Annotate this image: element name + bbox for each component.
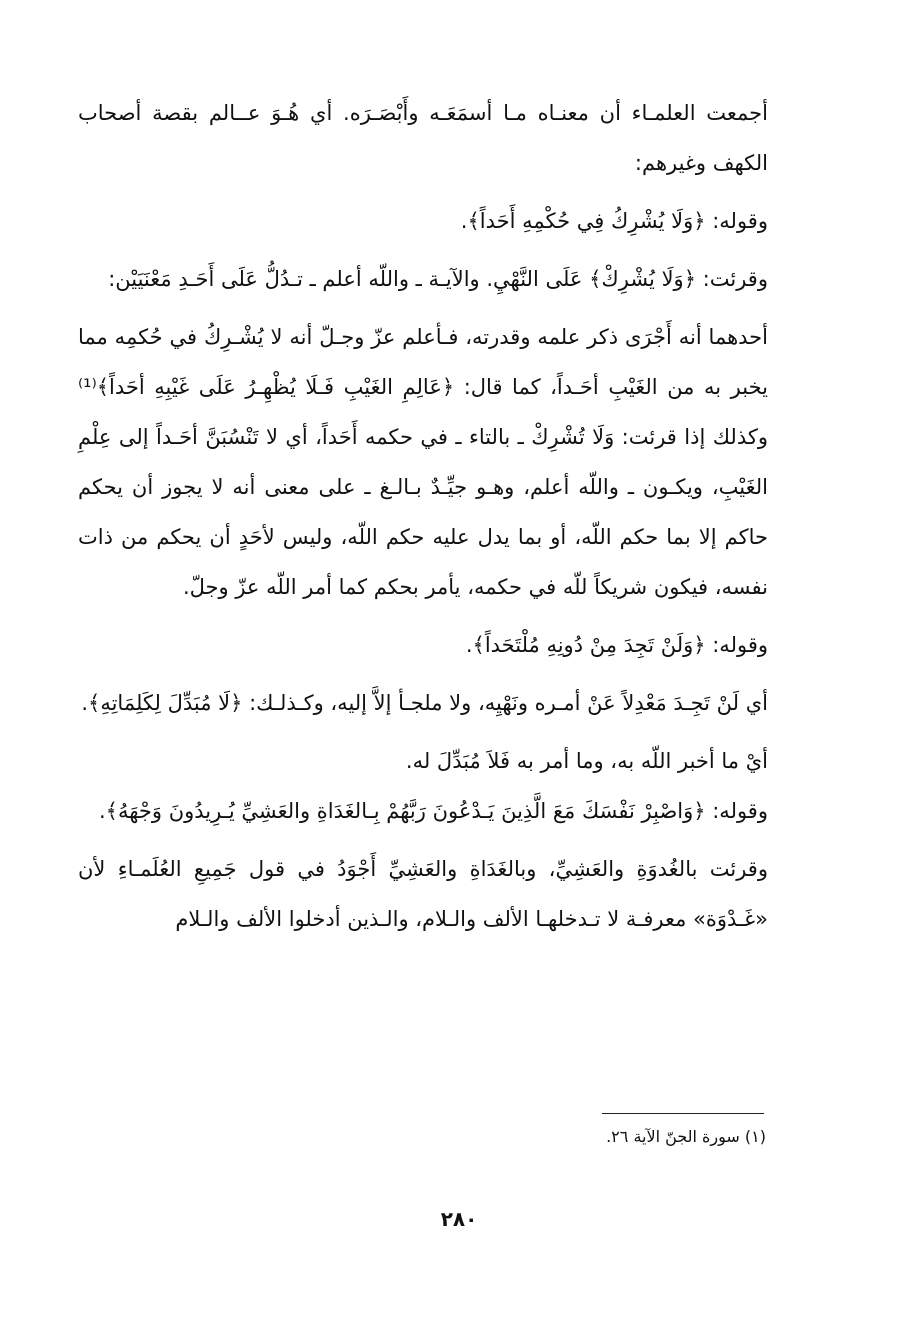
- paragraph-2-quranic-verse: وقوله: ﴿وَلَا يُشْرِكُ فِي حُكْمِهِ أَحَداً﴾.: [460, 209, 768, 233]
- paragraph-7: أيْ ما أخبر اللّه به، وما أمر به فَلاَ مُبَدِّلَ له.: [405, 749, 768, 773]
- paragraph-4: أحدهما أنه أَجْرَى ذكر علمه وقدرته، فـأعلم عزّ وجـلّ أنه لا يُشْـرِكُ في حُكمِه مما يخبر به من الغَيْبِ أحَـداً، كما قال: ﴿عَالِمِ الغَيْبِ فَـلَا يُظْهِـرُ عَلَى غَيْبِهِ أحَداً﴾⁽¹⁾ وكذلك إذا قرئت: وَلَا تُشْرِكْ ـ بالتاء ـ في حكمه أَحَداً، أي لا تَنْسُبَنَّ أحَـداً إلى عِلْمِ الغَيْبِ، ويكـون ـ واللّه أعلم، وهـو جيِّـدٌ بـالـغ ـ على معنى أنه لا يجوز أن يحكم حاكم إلا بما حكم اللّه، أو بما يدل عليه حكم اللّه، وليس لأحَدٍ أن يحكم من ذات نفسه، فيكون شريكاً للّه في حكمه، يأمر بحكم كما أمر اللّه عزّ وجلّ.: [78, 325, 768, 599]
- page-number: ٢٨٠: [440, 1207, 478, 1231]
- footnote-divider: [602, 1113, 764, 1114]
- paragraph-8-quranic-verse: وقوله: ﴿وَاصْبِرْ نَفْسَكَ مَعَ الَّذِينَ يَـدْعُونَ رَبَّهُمْ بِـالغَدَاةِ والعَشِيِّ يُـرِيدُونَ وَجْهَهُ﴾.: [98, 799, 768, 823]
- main-text-block: [78, 88, 768, 944]
- paragraph-5-quranic-verse: وقوله: ﴿وَلَنْ تَجِدَ مِنْ دُونِهِ مُلْتَحَداً﴾.: [465, 633, 768, 657]
- paragraph-3: وقرئت: ﴿وَلَا يُشْرِكْ﴾ عَلَى النَّهْيِ. والآيـة ـ واللّه أعلم ـ تـدُلُّ عَلَى أَحَـدِ مَعْنَيَيْن:: [108, 267, 768, 291]
- paragraph-6: أي لَنْ تَجِـدَ مَعْدِلاً عَنْ أمـره ونَهْيِه، ولا ملجـأ إلاَّ إليه، وكـذلـك: ﴿لَا مُبَدِّلَ لِكَلِمَاتِهِ﴾.: [81, 691, 768, 715]
- paragraph-9: وقرئت بالغُدوَةِ والعَشِيِّ، وبالغَدَاةِ والعَشِيِّ أَجْوَدُ في قول جَمِيعِ العُلَمـاءِ لأن «غَـدْوَة» معرفـة لا تـدخلهـا الألف والـلام، والـذين أدخلوا الألف والـلام: [78, 857, 768, 931]
- footnote: (١) سورة الجنّ الآية ٢٦.: [606, 1127, 766, 1146]
- paragraph-1: أجمعت العلمـاء أن معنـاه مـا أسمَعَـه وأَبْصَـرَه. أي هُـوَ عــالم بقصة أصحاب الكهف وغيرهم:: [78, 101, 768, 175]
